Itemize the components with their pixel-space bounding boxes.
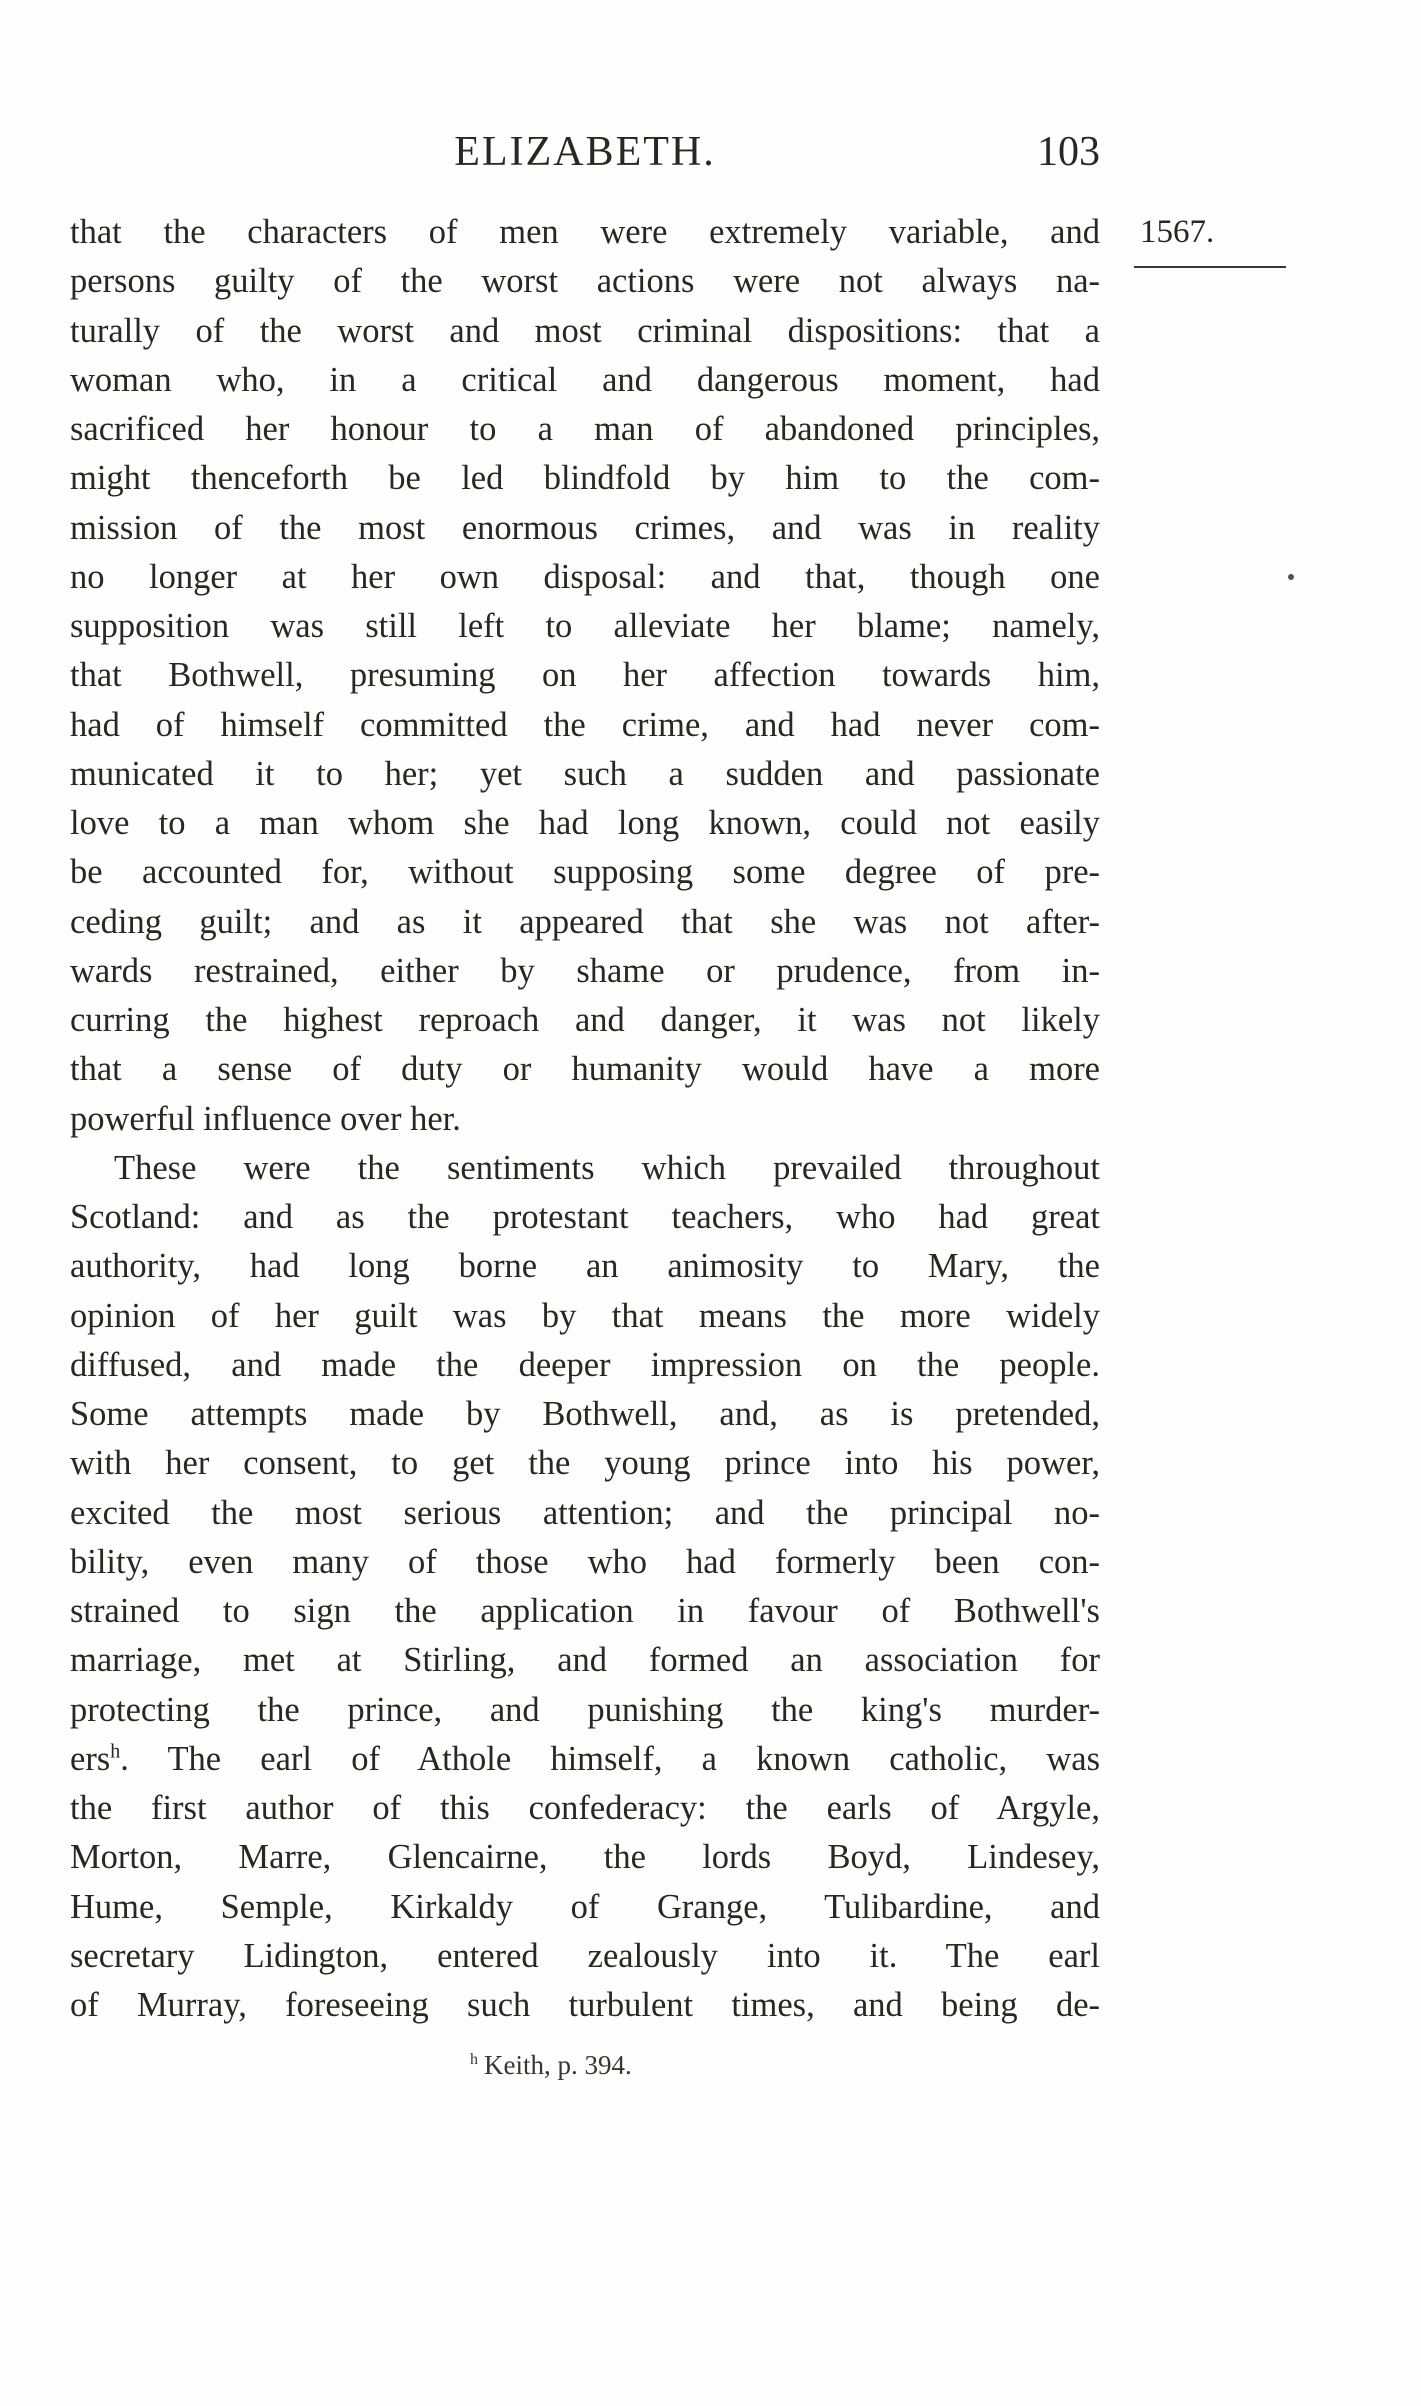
footnote-mark: h (470, 2051, 478, 2068)
line-end: . The earl of Athole himself, a known catholic, was (120, 1739, 1100, 1778)
text-line: authority, had long borne an animosity to Mary, the (70, 1247, 1100, 1286)
text-line: persons guilty of the worst actions were not always na- (70, 262, 1100, 301)
text-line: sacrificed her honour to a man of abandoned principles, (70, 410, 1100, 448)
text-line: secretary Lidington, entered zealously into it. The earl (70, 1936, 1100, 1975)
text-line: that Bothwell, presuming on her affection towards him, (70, 656, 1100, 695)
text-line: powerful influence over her. (70, 1099, 461, 1138)
text-line: that a sense of duty or humanity would have a more (70, 1050, 1100, 1089)
text-line: Morton, Marre, Glencairne, the lords Boyd, Lindesey, (70, 1838, 1100, 1877)
text-line: supposition was still left to alleviate her blame; namely, (70, 607, 1100, 645)
text-line: that the characters of men were extremely variable, and (70, 213, 1100, 251)
footnote-reference[interactable]: h (110, 1740, 121, 1763)
running-title: ELIZABETH. (454, 129, 716, 175)
text-line: diffused, and made the deeper impression on the people. (70, 1345, 1100, 1384)
text-line: wards restrained, either by shame or prudence, from in- (70, 951, 1100, 990)
text-line: be accounted for, without supposing some degree of pre- (70, 853, 1100, 892)
text-line: the first author of this confederacy: the earls of Argyle, (70, 1789, 1100, 1827)
text-line: bility, even many of those who had formerly been con- (70, 1542, 1100, 1581)
text-line: strained to sign the application in favour of Bothwell's (70, 1592, 1100, 1630)
text-line: love to a man whom she had long known, could not easily (70, 804, 1100, 842)
text-line: of Murray, foreseeing such turbulent times, and being de- (70, 1986, 1100, 2024)
footnote-text: Keith, p. 394. (484, 2050, 632, 2080)
text-line: mission of the most enormous crimes, and was in reality (70, 508, 1100, 547)
paragraph-2 (70, 1144, 1100, 2031)
text-line: with her consent, to get the young prince into his power, (70, 1444, 1100, 1483)
line-start: ers (70, 1739, 111, 1778)
text-line: Some attempts made by Bothwell, and, as is pretended, (70, 1395, 1100, 1433)
text-line: marriage, met at Stirling, and formed an association for (70, 1641, 1100, 1680)
text-line: curring the highest reproach and danger, it was not likely (70, 1001, 1100, 1039)
text-line: had of himself committed the crime, and had never com- (70, 705, 1100, 744)
text-line: ceding guilt; and as it appeared that she was not after- (70, 902, 1100, 941)
margin-date: 1567. (1140, 214, 1215, 250)
margin-rule (1134, 266, 1286, 268)
text-line: might thenceforth be led blindfold by him to the com- (70, 459, 1100, 498)
running-head (70, 122, 1100, 182)
margin-dot (1288, 574, 1294, 580)
footnote (470, 2045, 632, 2085)
text-line: opinion of her guilt was by that means the more widely (70, 1296, 1100, 1335)
text-line: These were the sentiments which prevailed throughout (114, 1148, 1100, 1187)
page-number: 103 (1037, 129, 1100, 175)
text-line-with-footnote-ref (70, 1735, 1100, 1784)
text-line: protecting the prince, and punishing the king's murder- (70, 1690, 1100, 1729)
text-line: Hume, Semple, Kirkaldy of Grange, Tulibardine, and (70, 1887, 1100, 1926)
text-line: turally of the worst and most criminal dispositions: that a (70, 311, 1100, 350)
body-text (70, 208, 1100, 2030)
text-line: no longer at her own disposal: and that, though one (70, 557, 1100, 596)
text-line: excited the most serious attention; and the principal no- (70, 1493, 1100, 1532)
paragraph-1 (70, 208, 1100, 1144)
text-line: Scotland: and as the protestant teachers, who had great (70, 1198, 1100, 1236)
text-line: municated it to her; yet such a sudden and passionate (70, 754, 1100, 793)
text-line: woman who, in a critical and dangerous moment, had (70, 360, 1100, 399)
